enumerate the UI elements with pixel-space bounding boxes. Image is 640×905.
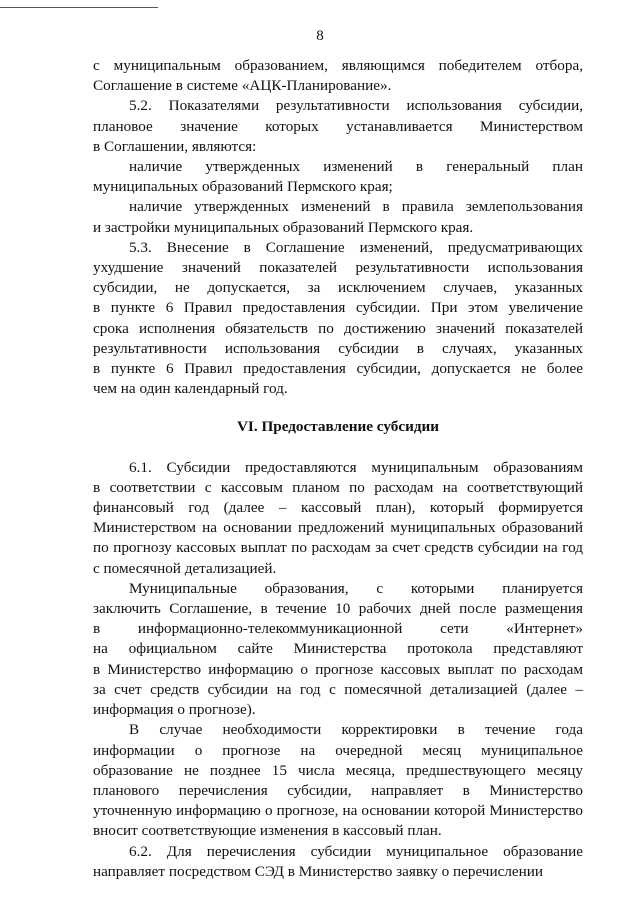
page-number: 8 [316, 28, 324, 44]
text-line: направляет посредством СЭД в Министерство заявку о перечислении [93, 862, 544, 880]
text-line: чем на один календарный год. [93, 380, 288, 398]
paragraph [93, 197, 583, 237]
text-line: Муниципальные образования, с которыми планируется [129, 579, 583, 597]
text-line: информация о прогнозе). [93, 701, 256, 719]
text-line: уточненную информацию о прогнозе, на основании которой Министерство [93, 802, 583, 820]
text-line: 6.1. Субсидии предоставляются муниципальным образованиям [129, 458, 583, 476]
paragraph [93, 157, 583, 197]
text-line: заключить Соглашение, в течение 10 рабочих дней после размещения [93, 600, 583, 618]
text-line: наличие утвержденных изменений в генеральный план [129, 158, 583, 176]
text-line: в соответствии с кассовым планом по расходам на соответствующий [93, 478, 583, 496]
scan-edge-line [0, 7, 158, 8]
text-line: 6.2. Для перечисления субсидии муниципальное образование [129, 842, 583, 860]
text-line: результативности использования субсидии в случаях, указанных [93, 339, 583, 357]
document-body [93, 56, 583, 882]
section-5-text [93, 56, 583, 399]
text-line: срока исполнения обязательств по достижению значений показателей [93, 319, 583, 337]
text-line: В случае необходимости корректировки в течение года [129, 721, 583, 739]
text-line: образование не позднее 15 числа месяца, предшествующего месяцу [93, 761, 583, 779]
text-line: в пункте 6 Правил предоставления субсидии, допускается не более [93, 360, 583, 378]
text-line: наличие утвержденных изменений в правила землепользования [129, 198, 583, 216]
text-line: на официальном сайте Министерства протокола представляют [93, 640, 583, 658]
paragraph [93, 720, 583, 841]
paragraph [93, 238, 583, 400]
text-line: в пункте 6 Правил предоставления субсидии. При этом увеличение [93, 299, 583, 317]
paragraph [93, 56, 583, 96]
text-line: информации о прогнозе на очередной месяц муниципальное [93, 741, 583, 759]
text-line: плановое значение которых устанавливается Министерством [93, 117, 583, 135]
text-line: 5.2. Показателями результативности использования субсидии, [129, 97, 583, 115]
paragraph [93, 96, 583, 157]
text-line: вносит соответствующие изменения в кассовый план. [93, 822, 442, 840]
text-line: и застройки муниципальных образований Пермского края. [93, 218, 474, 236]
text-line: в информационно-телекоммуникационной сети «Интернет» [93, 620, 583, 638]
text-line: по прогнозу кассовых выплат по расходам за счет средств субсидии на год [93, 539, 583, 557]
text-line: субсидии, не допускается, за исключением случаев, указанных [93, 279, 583, 297]
text-line: за счет средств субсидии на год с помесячной детализацией (далее – [93, 680, 583, 698]
text-line: ухудшение значений показателей результативности использования [93, 259, 583, 277]
paragraph [93, 579, 583, 720]
section-heading: VI. Предоставление субсидии [236, 418, 440, 436]
text-line: Министерством на основании предложений муниципальных образований [93, 519, 583, 537]
text-line: финансовый год (далее – кассовый план), который формируется [93, 499, 583, 517]
text-line: 5.3. Внесение в Соглашение изменений, предусматривающих [129, 238, 583, 256]
text-line: планового перечисления субсидии, направляет в Министерство [93, 781, 583, 799]
text-line: с муниципальным образованием, являющимся победителем отбора, [93, 57, 583, 74]
text-line: муниципальных образований Пермского края; [93, 178, 393, 196]
text-line: в Министерство информацию о прогнозе кассовых выплат по расходам [93, 660, 583, 678]
paragraph [93, 842, 583, 882]
section-6-text [93, 458, 583, 882]
text-line: Соглашение в системе «АЦК-Планирование». [93, 77, 392, 95]
paragraph [93, 458, 583, 579]
text-line: с помесячной детализацией. [93, 559, 277, 577]
text-line: в Соглашении, являются: [93, 137, 257, 155]
